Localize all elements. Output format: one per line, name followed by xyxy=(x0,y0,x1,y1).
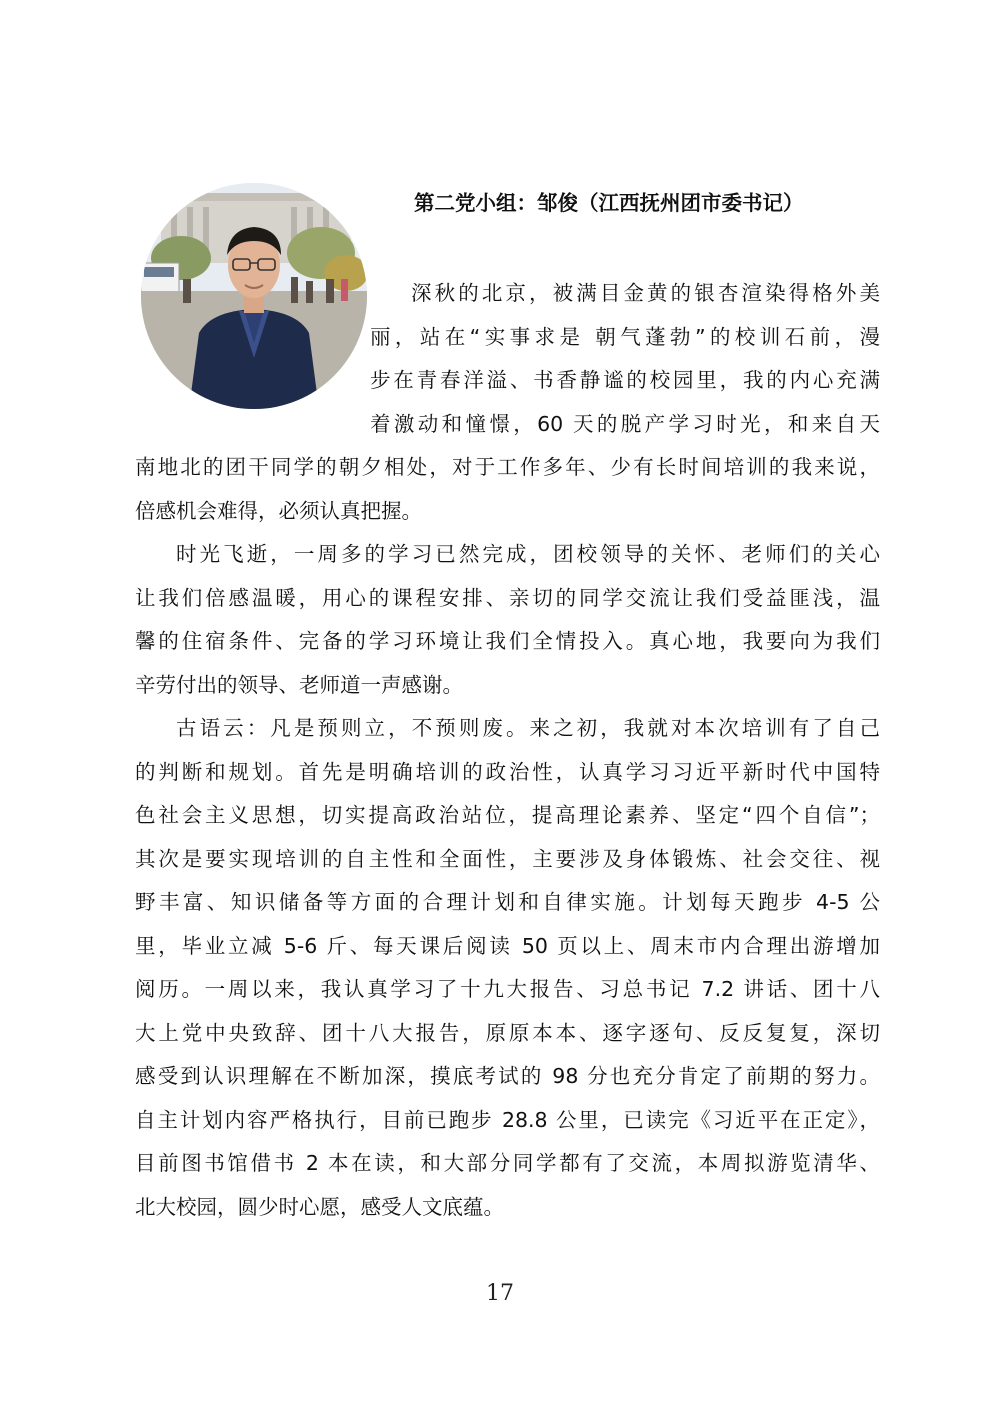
text-line: 倍感机会难得，必须认真把握。 xyxy=(135,498,422,523)
text-line: 的判断和规划。首先是明确培训的政治性，认真学习习近平新时代中国特 xyxy=(135,759,880,784)
page-number: 17 xyxy=(486,1281,514,1306)
text-line: 步在青春洋溢、书香静谧的校园里，我的内心充满 xyxy=(370,368,880,392)
text-line: 时光飞逝，一周多的学习已然完成，团校领导的关怀、老师们的关心 xyxy=(176,542,880,566)
text-line: 深秋的北京，被满目金黄的银杏渲染得格外美 xyxy=(411,281,880,305)
text-line: 辛劳付出的领导、老师道一声感谢。 xyxy=(135,672,463,697)
text-line: 南地北的团干同学的朝夕相处，对于工作多年、少有长时间培训的我来说， xyxy=(135,455,880,479)
text-line: 其次是要实现培训的自主性和全面性，主要涉及身体锻炼、社会交往、视 xyxy=(135,846,880,871)
text-line: 目前图书馆借书 2 本在读，和大部分同学都有了交流，本周拟游览清华、 xyxy=(135,1151,880,1175)
text-line: 色社会主义思想，切实提高政治站位，提高理论素养、坚定“四个自信”； xyxy=(135,803,880,827)
article-heading: 第二党小组：邹俊（江西抚州团市委书记） xyxy=(414,191,804,215)
text-line: 着激动和憧憬，60 天的脱产学习时光，和来自天 xyxy=(370,411,880,436)
text-line: 馨的住宿条件、完备的学习环境让我们全情投入。真心地，我要向为我们 xyxy=(135,629,880,653)
photo-wrap-spacer xyxy=(135,272,370,446)
text-line: 自主计划内容严格执行，目前已跑步 28.8 公里，已读完《习近平在正定》， xyxy=(135,1107,880,1132)
text-line: 野丰富、知识储备等方面的合理计划和自律实施。计划每天跑步 4-5 公 xyxy=(135,890,880,914)
article-body xyxy=(135,272,880,1229)
text-line: 大上党中央致辞、团十八大报告，原原本本、逐字逐句、反反复复，深切 xyxy=(135,1020,880,1045)
text-line: 阅历。一周以来，我认真学习了十九大报告、习总书记 7.2 讲话、团十八 xyxy=(135,977,880,1001)
text-line: 古语云：凡是预则立，不预则废。来之初，我就对本次培训有了自己 xyxy=(176,716,880,740)
text-line: 北大校园，圆少时心愿，感受人文底蕴。 xyxy=(135,1194,504,1219)
text-line: 让我们倍感温暖，用心的课程安排、亲切的同学交流让我们受益匪浅，温 xyxy=(135,585,880,610)
paragraph-2 xyxy=(135,533,880,707)
text-line: 感受到认识理解在不断加深，摸底考试的 98 分也充分肯定了前期的努力。 xyxy=(135,1064,880,1088)
paragraph-3 xyxy=(135,707,880,1229)
text-line: 里，毕业立减 5-6 斤、每天课后阅读 50 页以上、周末市内合理出游增加 xyxy=(135,933,880,958)
text-line: 丽，站在“实事求是 朝气蓬勃”的校训石前，漫 xyxy=(370,324,880,349)
